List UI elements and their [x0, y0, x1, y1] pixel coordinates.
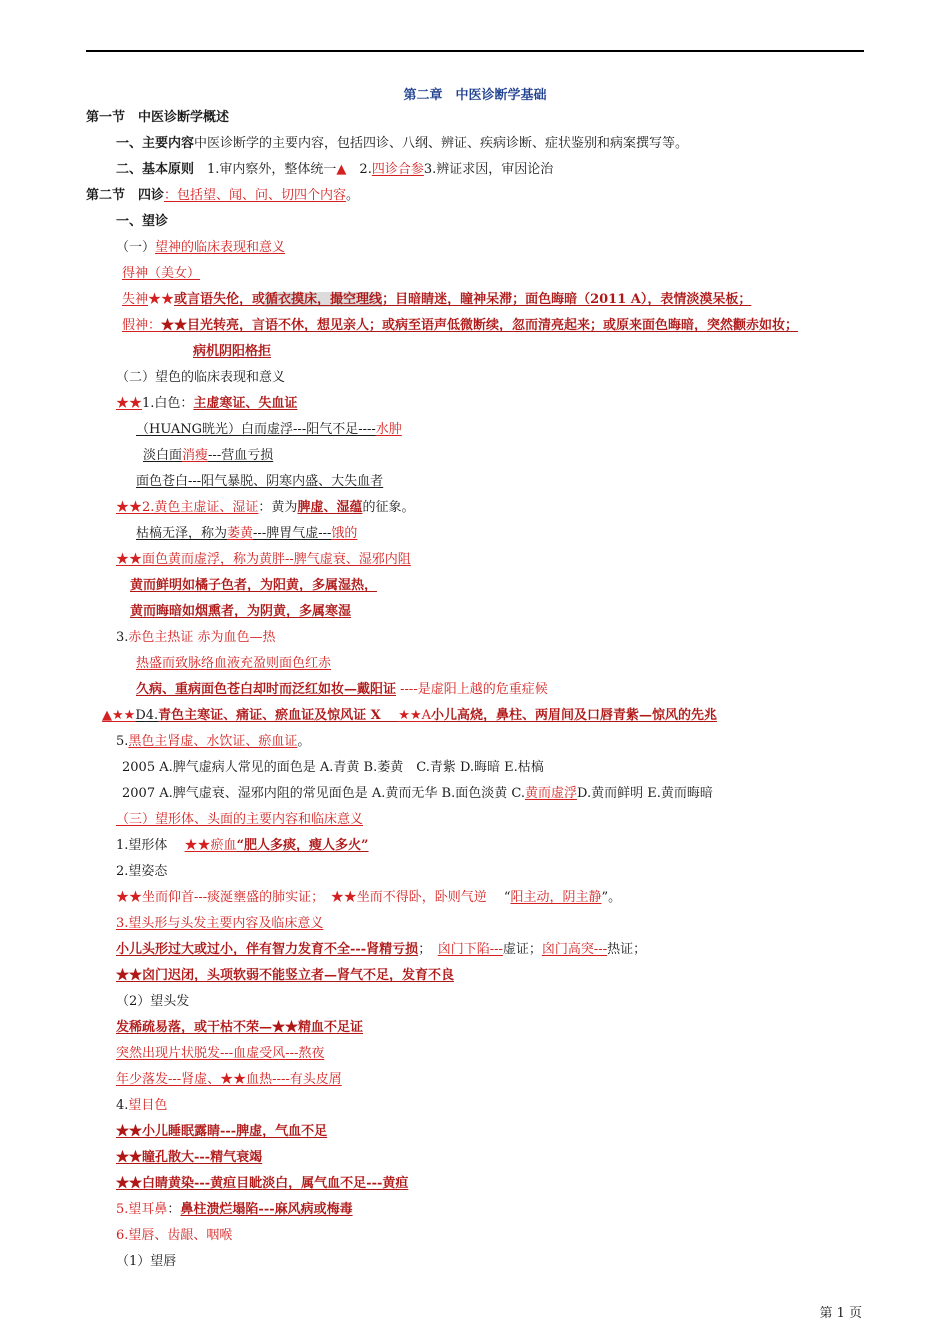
- text-line: [116, 1253, 176, 1271]
- text-segment: ---脾胃气虚---: [253, 526, 332, 541]
- text-segment: 虚证；: [502, 942, 542, 957]
- text-segment: 望神的临床表现和意义: [155, 240, 286, 255]
- text-segment: 4.: [145, 708, 159, 723]
- text-segment: 1.白色：: [142, 396, 194, 411]
- text-segment: 望目色: [128, 1098, 168, 1113]
- text-segment: ：黄为: [258, 500, 298, 515]
- text-segment: ：包括望、闻、问、切四个内容: [164, 188, 347, 203]
- text-segment: 消瘦: [182, 448, 209, 463]
- text-segment: ：: [167, 1202, 181, 1217]
- text-segment: 囟门高突---: [541, 942, 608, 957]
- text-segment: ★★白睛黄染---黄疸目眦淡白，属气血不足---黄疸: [116, 1176, 409, 1191]
- text-segment: 二、基本原则: [116, 162, 208, 177]
- text-segment: 黄而鲜明如橘子色者，为阳黄，多属湿热，: [130, 578, 378, 593]
- text-line: [116, 629, 276, 647]
- text-segment: ；目暗睛迷，瞳神呆滞；面色晦暗（2011 A），表情淡漠呆板；: [382, 292, 752, 307]
- text-line: [122, 759, 544, 777]
- text-segment: ★★目光转亮，言语不休，想见亲人；或病至语声低微断续，忽而清亮起来；或原来面色晦暗，突然颧赤如妆；: [161, 318, 799, 333]
- text-line: [116, 993, 189, 1011]
- text-segment: 2.: [346, 162, 372, 177]
- text-segment: 假神：: [122, 318, 162, 333]
- text-segment: ★★瞳孔散大---精气衰竭: [116, 1150, 263, 1165]
- text-segment: ”。: [601, 890, 622, 905]
- text-segment: ★★面色黄而虚浮，称为黄胖--脾气虚衰、湿邪内阻: [116, 552, 411, 567]
- text-line: [122, 291, 751, 309]
- text-segment: 3.望头形与头发主要内容及临床意义: [116, 916, 324, 931]
- text-segment: 青色主寒证、痛证、瘀血证及惊风证 X: [158, 708, 399, 723]
- text-segment: 2.望姿态: [116, 864, 168, 879]
- text-line: [130, 577, 377, 595]
- text-segment: （一）: [116, 240, 156, 255]
- text-segment: ★★坐而仰首---痰涎壅盛的肺实证；: [116, 890, 318, 905]
- text-line: [116, 369, 285, 387]
- text-line: [102, 707, 717, 725]
- text-segment: D: [135, 708, 146, 723]
- text-segment: 第一节 中医诊断学概述: [86, 110, 230, 125]
- text-segment: （2）望头发: [116, 994, 190, 1009]
- text-segment: ---营血亏损: [208, 448, 274, 463]
- text-segment: 1.望形体: [116, 838, 185, 853]
- text-line: [116, 1149, 262, 1167]
- text-segment: 萎黄: [227, 526, 254, 541]
- text-segment: 3.辨证求因，审因论治: [423, 162, 554, 177]
- text-segment: “: [486, 890, 511, 905]
- text-segment: 淡白面: [143, 448, 183, 463]
- text-segment: 突然出现片状脱发---血虚受风---熬夜: [116, 1046, 325, 1061]
- text-segment: 小儿高烧，鼻柱、两眉间及口唇青紫—惊风的先兆: [431, 708, 718, 723]
- text-line: [136, 421, 402, 439]
- text-segment: 枯槁无泽，称为: [136, 526, 228, 541]
- text-segment: 的征象。: [362, 500, 415, 515]
- text-segment: 脾虚、湿蕴: [297, 500, 363, 515]
- text-line: [136, 655, 331, 673]
- text-segment: 。: [297, 734, 311, 749]
- text-segment: 2.黄色主虚证、湿证: [142, 500, 259, 515]
- text-segment: ★★: [116, 396, 143, 411]
- text-line: [136, 525, 357, 543]
- text-segment: 4.: [116, 1098, 129, 1113]
- text-line: [116, 941, 646, 959]
- text-segment: 得神（美女）: [122, 266, 201, 281]
- text-line: [116, 1097, 167, 1115]
- text-line: [116, 239, 285, 257]
- text-segment: ★★: [398, 708, 422, 723]
- text-segment: 2007 A.脾气虚衰、湿邪内阻的常见面色是 A.黄而无华 B.面色淡黄 C.: [122, 786, 525, 801]
- text-segment: 循衣摸床，撮空理线: [265, 292, 383, 307]
- text-line: [136, 473, 383, 491]
- text-line: [116, 135, 688, 153]
- text-segment: ▲: [336, 162, 347, 177]
- text-segment: （HUANG晄光）白而虚浮---阳气不足----: [136, 422, 376, 437]
- text-segment: 黄而晦暗如烟熏者，为阴黄，多属寒湿: [130, 604, 352, 619]
- text-segment: ；: [418, 942, 438, 957]
- text-segment: D.黄而鲜明 E.黄而晦暗: [576, 786, 713, 801]
- text-segment: ★★: [116, 500, 143, 515]
- text-segment: ----是虚阳上越的危重症候: [396, 682, 548, 697]
- text-segment: 一、望诊: [116, 214, 169, 229]
- text-line: [193, 343, 271, 361]
- text-segment: [318, 890, 331, 905]
- text-segment: 病机阴阳格拒: [193, 344, 272, 359]
- text-line: [86, 187, 359, 205]
- text-segment: 发稀疏易落，或干枯不荣—★★精血不足证: [116, 1020, 364, 1035]
- text-line: [116, 967, 454, 985]
- text-segment: （三）望形体、头面的主要内容和临床意义: [116, 812, 364, 827]
- text-line: [116, 915, 323, 933]
- text-line: [116, 551, 411, 569]
- text-segment: 鼻柱溃烂塌陷---麻风病或梅毒: [180, 1202, 353, 1217]
- text-line: [116, 1175, 408, 1193]
- text-line: [122, 265, 200, 283]
- text-line: [116, 863, 167, 881]
- text-segment: 水肿: [375, 422, 402, 437]
- text-segment: 囟门下陷---: [437, 942, 503, 957]
- text-line: [116, 889, 621, 907]
- text-line: [116, 811, 363, 829]
- text-segment: 阳主动，阴主静: [510, 890, 602, 905]
- text-segment: 赤色主热证 赤为血色—热: [128, 630, 276, 645]
- text-line: [86, 109, 229, 127]
- text-line: [116, 395, 297, 413]
- text-segment: 1.审内察外，整体统一: [207, 162, 337, 177]
- text-segment: 年少落发---肾虚、★★血热----有头皮屑: [116, 1072, 342, 1087]
- text-line: [116, 1123, 327, 1141]
- text-line: [116, 499, 414, 517]
- text-segment: ★★: [148, 292, 175, 307]
- text-segment: （1）望唇: [116, 1254, 177, 1269]
- text-segment: 热盛而致脉络血液充盈则面色红赤: [136, 656, 332, 671]
- text-segment: ▲★★: [102, 708, 136, 723]
- text-line: [116, 1227, 232, 1245]
- page-number: 第 1 页: [819, 1306, 862, 1321]
- text-line: [116, 837, 369, 855]
- text-segment: “肥人多痰，瘦人多火”: [236, 838, 369, 853]
- text-line: [116, 733, 310, 751]
- text-segment: 或言语失伦，或: [174, 292, 266, 307]
- text-line: [116, 1019, 363, 1037]
- text-segment: 黄而虚浮: [524, 786, 577, 801]
- text-line: [122, 317, 798, 335]
- text-segment: 黑色主肾虚、水饮证、瘀血证: [128, 734, 298, 749]
- text-segment: （二）望色的临床表现和意义: [116, 370, 286, 385]
- header-rule: [86, 50, 864, 52]
- text-segment: 热证；: [607, 942, 647, 957]
- text-segment: 6.望唇、齿龈、咽喉: [116, 1228, 233, 1243]
- text-line: [130, 603, 351, 621]
- text-segment: 3.: [116, 630, 129, 645]
- text-segment: 。: [346, 188, 360, 203]
- text-segment: ★★囟门迟闭，头项软弱不能竖立者—肾气不足，发育不良: [116, 968, 455, 983]
- text-segment: 第二节 四诊: [86, 188, 165, 203]
- text-segment: ★★坐而不得卧，卧则气逆: [330, 890, 487, 905]
- text-segment: 饿的: [331, 526, 358, 541]
- text-line: [122, 785, 713, 803]
- text-segment: 5.: [116, 734, 129, 749]
- text-segment: 2005 A.脾气虚病人常见的面色是 A.青黄 B.萎黄 C.青紫 D.晦暗 E.枯槁: [122, 760, 544, 775]
- text-segment: 小儿头形过大或过小，伴有智力发育不全---肾精亏损: [116, 942, 419, 957]
- text-segment: 四诊合参: [371, 162, 424, 177]
- text-segment: 主虚寒证、失血证: [193, 396, 298, 411]
- text-segment: 面色苍白---阳气暴脱、阴寒内盛、大失血者: [136, 474, 384, 489]
- text-line: [116, 161, 553, 179]
- text-line: [136, 681, 548, 699]
- text-line: [116, 1045, 324, 1063]
- chapter-title: 第二章 中医诊断学基础: [403, 88, 547, 103]
- text-segment: 一、主要内容: [116, 136, 195, 151]
- text-line: [116, 1201, 353, 1219]
- text-segment: A: [421, 708, 431, 723]
- text-segment: ★★小儿睡眠露睛---脾虚，气血不足: [116, 1124, 328, 1139]
- text-line: [143, 447, 273, 465]
- text-segment: 久病、重病面色苍白却时而泛红如妆—戴阳证: [136, 682, 397, 697]
- text-segment: 中医诊断学的主要内容，包括四诊、八纲、辨证、疾病诊断、症状鉴别和病案撰写等。: [194, 136, 689, 151]
- text-segment: 失神: [122, 292, 149, 307]
- text-segment: 5.望耳鼻: [116, 1202, 168, 1217]
- text-segment: ★★瘀血: [184, 838, 237, 853]
- text-line: [116, 1071, 342, 1089]
- text-line: [116, 213, 168, 231]
